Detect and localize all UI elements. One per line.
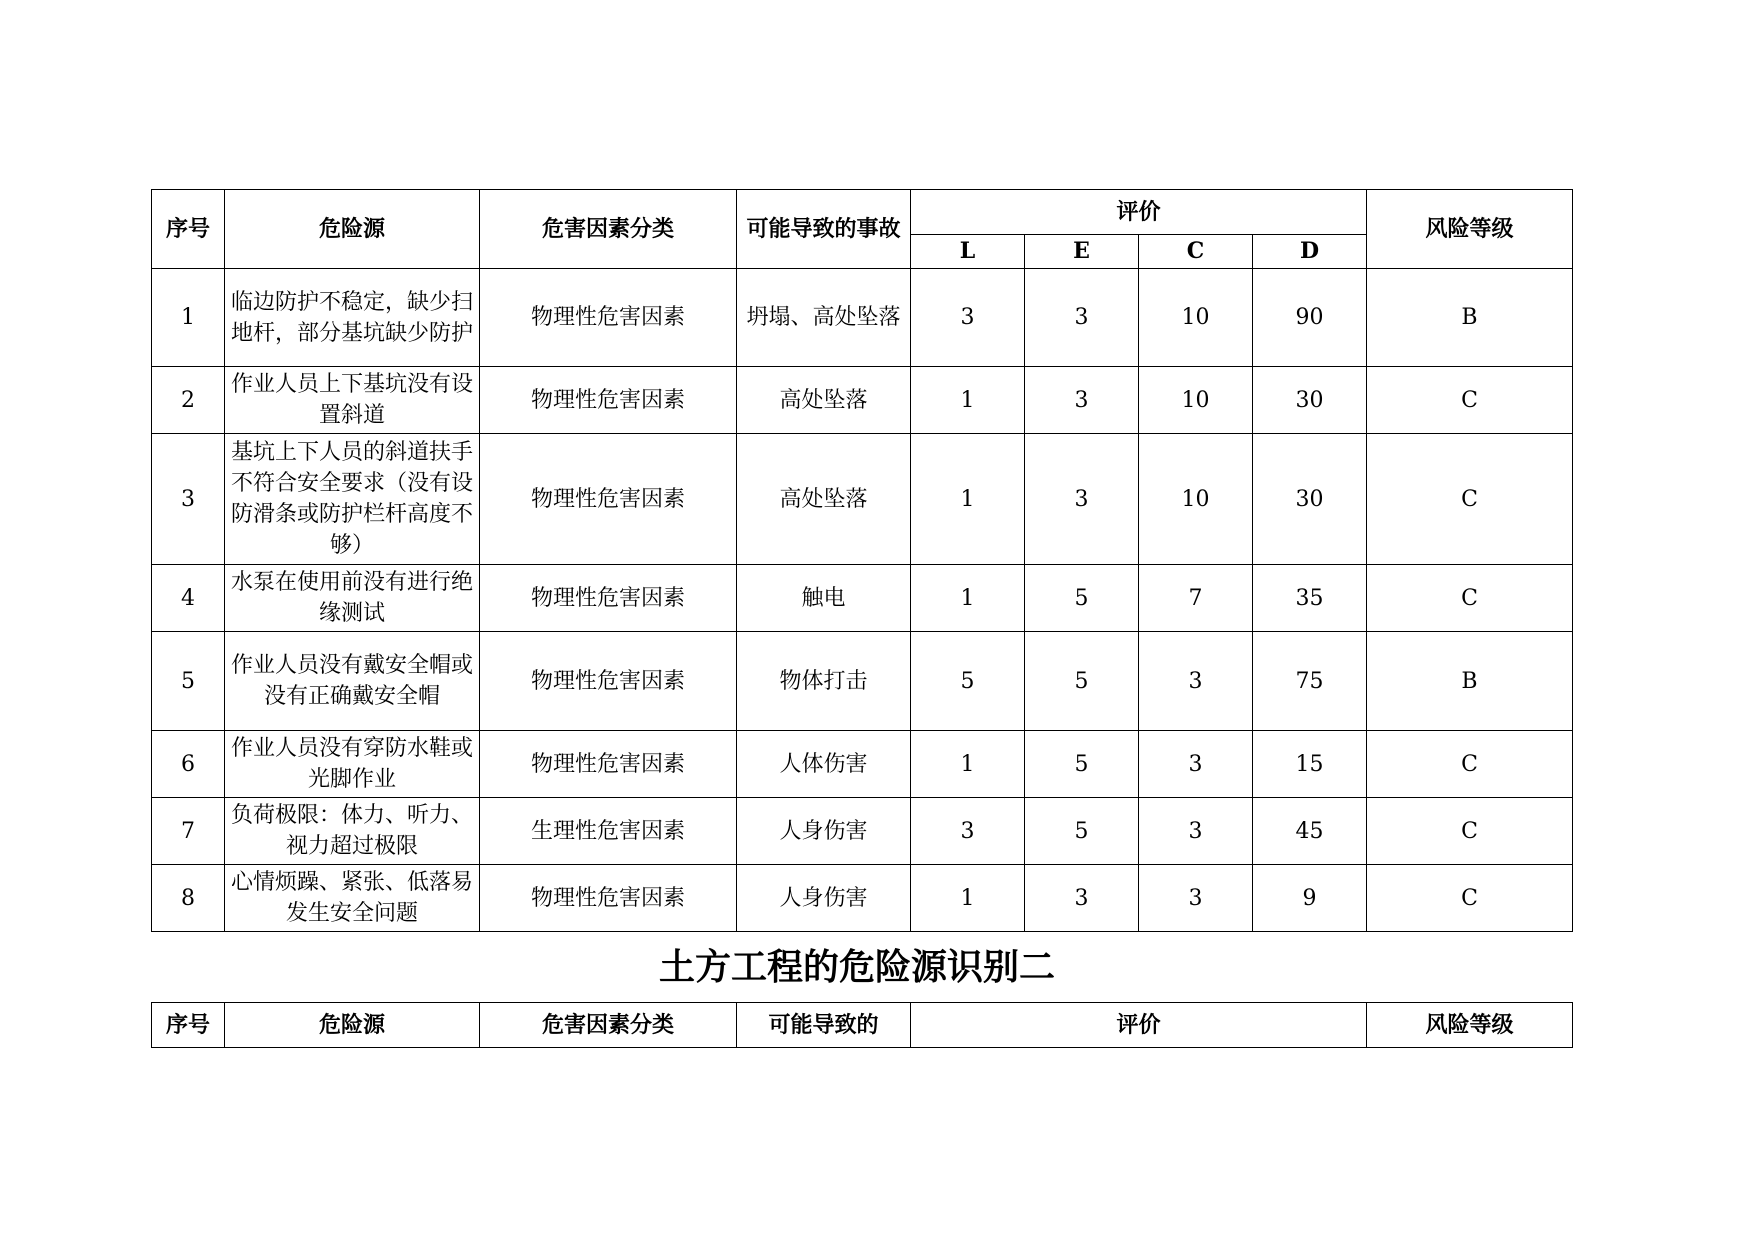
cell-l: 1: [911, 865, 1025, 932]
cell-c: 10: [1139, 367, 1253, 434]
cell-d: 75: [1253, 632, 1367, 731]
cell-accident: 坍塌、高处坠落: [737, 269, 911, 367]
hazard-table-1: [151, 189, 1573, 932]
cell-risk: B: [1367, 269, 1573, 367]
cell-l: 5: [911, 632, 1025, 731]
cell-d: 35: [1253, 565, 1367, 632]
header-evaluation: 评价: [911, 1003, 1367, 1048]
cell-c: 10: [1139, 269, 1253, 367]
table-row: [152, 865, 1573, 932]
cell-l: 1: [911, 731, 1025, 798]
cell-e: 5: [1025, 565, 1139, 632]
cell-risk: C: [1367, 367, 1573, 434]
table-row: [152, 269, 1573, 367]
cell-risk: B: [1367, 632, 1573, 731]
table-row: [152, 434, 1573, 565]
cell-category: 生理性危害因素: [480, 798, 737, 865]
cell-accident: 高处坠落: [737, 434, 911, 565]
cell-c: 3: [1139, 798, 1253, 865]
cell-d: 90: [1253, 269, 1367, 367]
cell-accident: 高处坠落: [737, 367, 911, 434]
cell-accident: 人身伤害: [737, 798, 911, 865]
cell-category: 物理性危害因素: [480, 269, 737, 367]
header-risk: 风险等级: [1367, 1003, 1573, 1048]
cell-seq: 8: [152, 865, 225, 932]
cell-category: 物理性危害因素: [480, 632, 737, 731]
cell-hazard: 作业人员没有戴安全帽或没有正确戴安全帽: [225, 632, 480, 731]
cell-seq: 2: [152, 367, 225, 434]
cell-c: 3: [1139, 731, 1253, 798]
cell-l: 1: [911, 367, 1025, 434]
cell-risk: C: [1367, 798, 1573, 865]
cell-seq: 5: [152, 632, 225, 731]
cell-risk: C: [1367, 865, 1573, 932]
header-accident: 可能导致的事故: [737, 190, 911, 269]
cell-d: 45: [1253, 798, 1367, 865]
table-row: [152, 632, 1573, 731]
cell-l: 1: [911, 434, 1025, 565]
table-row: [152, 731, 1573, 798]
header-d: D: [1253, 235, 1367, 269]
cell-c: 10: [1139, 434, 1253, 565]
header-hazard: 危险源: [225, 190, 480, 269]
cell-category: 物理性危害因素: [480, 434, 737, 565]
table-row: [152, 565, 1573, 632]
cell-seq: 3: [152, 434, 225, 565]
cell-e: 5: [1025, 798, 1139, 865]
cell-e: 3: [1025, 434, 1139, 565]
cell-e: 3: [1025, 865, 1139, 932]
cell-l: 3: [911, 269, 1025, 367]
cell-hazard: 心情烦躁、紧张、低落易发生安全问题: [225, 865, 480, 932]
cell-accident: 人体伤害: [737, 731, 911, 798]
hazard-table-2: [151, 1002, 1573, 1048]
cell-hazard: 临边防护不稳定，缺少扫地杆，部分基坑缺少防护: [225, 269, 480, 367]
cell-c: 3: [1139, 632, 1253, 731]
header-risk: 风险等级: [1367, 190, 1573, 269]
cell-seq: 1: [152, 269, 225, 367]
cell-hazard: 水泵在使用前没有进行绝缘测试: [225, 565, 480, 632]
cell-l: 3: [911, 798, 1025, 865]
cell-e: 5: [1025, 731, 1139, 798]
cell-risk: C: [1367, 434, 1573, 565]
header-evaluation: 评价: [911, 190, 1367, 235]
cell-hazard: 作业人员上下基坑没有设置斜道: [225, 367, 480, 434]
cell-category: 物理性危害因素: [480, 565, 737, 632]
header-category: 危害因素分类: [480, 190, 737, 269]
header-seq: 序号: [152, 1003, 225, 1048]
header-e: E: [1025, 235, 1139, 269]
cell-d: 15: [1253, 731, 1367, 798]
cell-risk: C: [1367, 565, 1573, 632]
header-seq: 序号: [152, 190, 225, 269]
cell-seq: 7: [152, 798, 225, 865]
cell-d: 9: [1253, 865, 1367, 932]
cell-l: 1: [911, 565, 1025, 632]
cell-accident: 物体打击: [737, 632, 911, 731]
cell-e: 3: [1025, 367, 1139, 434]
table-row: [152, 367, 1573, 434]
cell-category: 物理性危害因素: [480, 865, 737, 932]
header-l: L: [911, 235, 1025, 269]
section-title: 土方工程的危险源识别二: [658, 947, 1055, 988]
cell-hazard: 负荷极限：体力、听力、视力超过极限: [225, 798, 480, 865]
cell-seq: 6: [152, 731, 225, 798]
header-c: C: [1139, 235, 1253, 269]
cell-hazard: 作业人员没有穿防水鞋或光脚作业: [225, 731, 480, 798]
cell-c: 7: [1139, 565, 1253, 632]
table-row: [152, 798, 1573, 865]
cell-accident: 人身伤害: [737, 865, 911, 932]
cell-d: 30: [1253, 434, 1367, 565]
header-category: 危害因素分类: [480, 1003, 737, 1048]
cell-seq: 4: [152, 565, 225, 632]
cell-e: 3: [1025, 269, 1139, 367]
cell-accident: 触电: [737, 565, 911, 632]
cell-e: 5: [1025, 632, 1139, 731]
cell-hazard: 基坑上下人员的斜道扶手不符合安全要求（没有设防滑条或防护栏杆高度不够）: [225, 434, 480, 565]
cell-c: 3: [1139, 865, 1253, 932]
header-accident: 可能导致的: [737, 1003, 911, 1048]
cell-category: 物理性危害因素: [480, 731, 737, 798]
cell-category: 物理性危害因素: [480, 367, 737, 434]
cell-d: 30: [1253, 367, 1367, 434]
header-hazard: 危险源: [225, 1003, 480, 1048]
cell-risk: C: [1367, 731, 1573, 798]
